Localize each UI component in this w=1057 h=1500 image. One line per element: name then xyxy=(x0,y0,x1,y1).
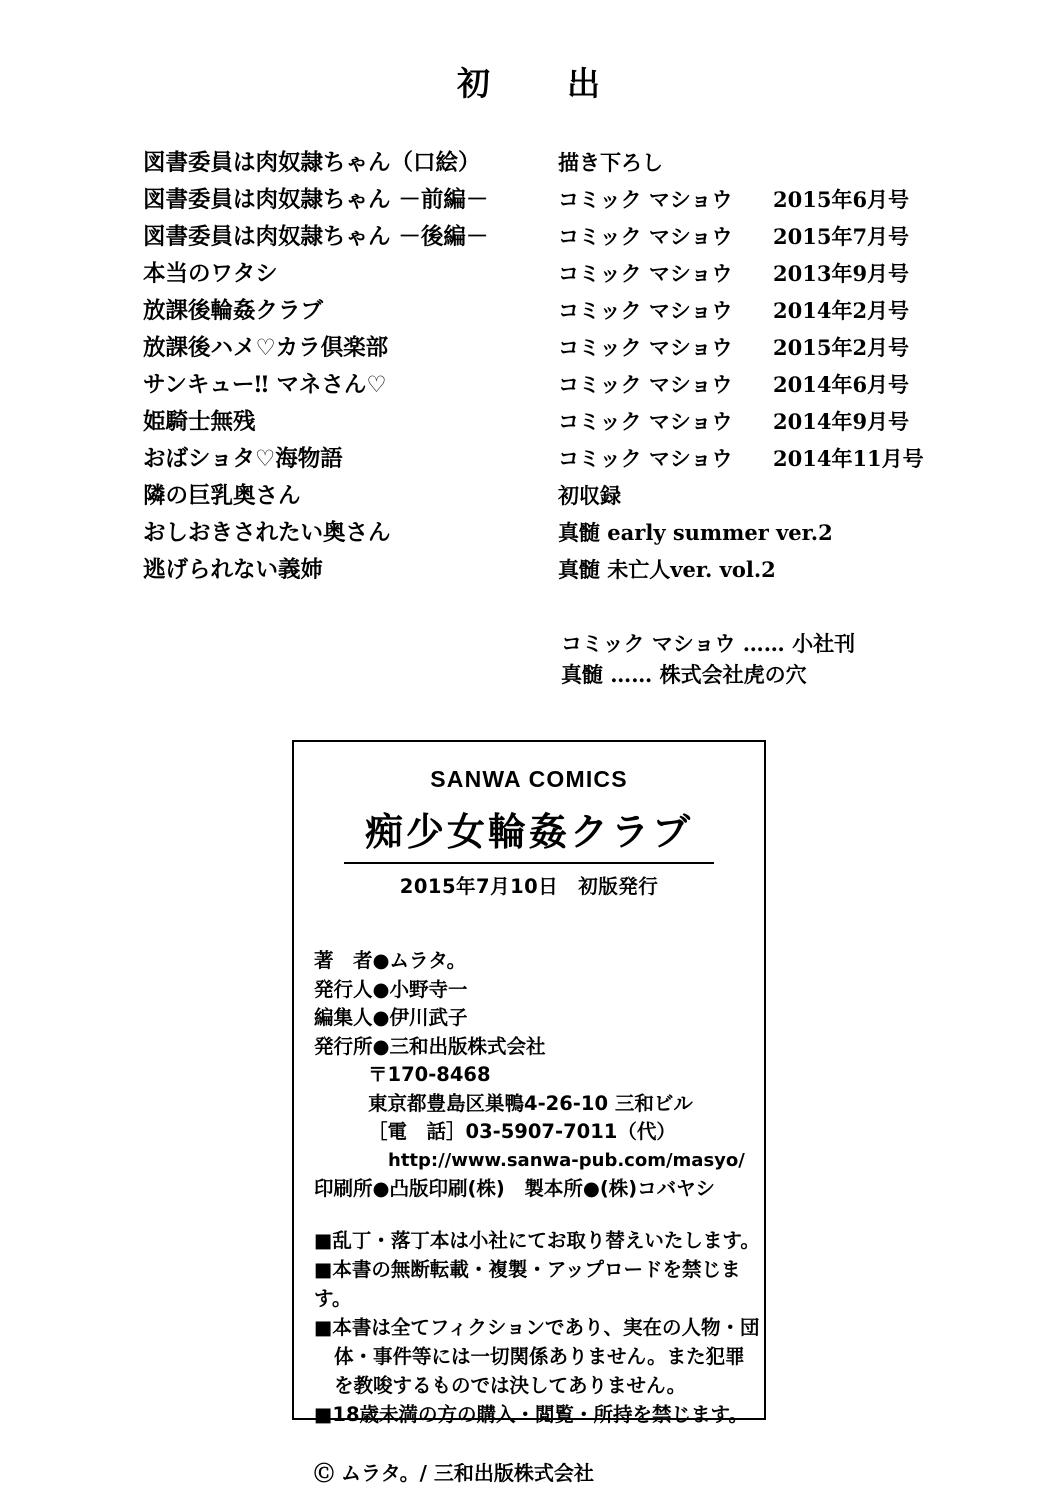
list-item xyxy=(143,256,943,293)
notice-line: ■本書の無断転載・複製・アップロードを禁じます。 xyxy=(314,1257,741,1310)
credit-magazine: コミック マショウ xyxy=(558,224,733,249)
list-item xyxy=(143,404,943,441)
notice-line: を教唆するものでは決してありません。 xyxy=(334,1373,687,1397)
list-item xyxy=(143,552,943,589)
notice-line: ■乱丁・落丁本は小社にてお取り替えいたします。 xyxy=(314,1228,760,1252)
colophon-box xyxy=(292,740,766,1485)
notice-line: ■本書は全てフィクションであり、実在の人物・団 xyxy=(314,1315,760,1339)
list-item xyxy=(143,367,943,404)
credit-issue: 2015年6月号 xyxy=(773,187,910,212)
website-url[interactable]: http://www.sanwa-pub.com/masyo/ xyxy=(388,1149,745,1171)
list-item xyxy=(143,145,943,182)
credit-issue: 2014年11月号 xyxy=(773,446,924,471)
postal-code-line: 〒170-8468 xyxy=(368,1063,491,1086)
publisher-imprint: SANWA COMICS xyxy=(430,766,628,792)
staff-credits xyxy=(294,947,764,1175)
publisher-person-line: 発行人●小野寺一 xyxy=(314,977,468,1001)
list-item xyxy=(143,441,943,478)
credit-magazine: コミック マショウ xyxy=(558,187,733,212)
credit-title: おばショタ♡海物語 xyxy=(143,446,343,472)
credit-magazine: コミック マショウ xyxy=(558,298,733,323)
book-title: 痴少女輪姦クラブ xyxy=(364,810,693,854)
credit-magazine: 描き下ろし xyxy=(558,150,663,175)
credit-source-note: コミック マショウ …… 小社刊 xyxy=(561,631,856,656)
credit-magazine: コミック マショウ xyxy=(558,372,733,397)
list-item xyxy=(143,515,943,552)
credit-issue: 2014年6月号 xyxy=(773,372,910,397)
legal-notices xyxy=(294,1226,764,1429)
credit-issue: 2015年2月号 xyxy=(773,335,910,360)
address-line: 東京都豊島区巣鴨4-26-10 三和ビル xyxy=(368,1091,693,1115)
credit-magazine: コミック マショウ xyxy=(558,335,733,360)
credit-magazine: 真髄 未亡人ver. vol.2 xyxy=(558,557,776,582)
credit-title: 図書委員は肉奴隷ちゃん －後編－ xyxy=(143,224,489,250)
credit-issue: 2014年2月号 xyxy=(773,298,910,323)
divider xyxy=(344,862,714,864)
credit-title: サンキュー‼ マネさん♡ xyxy=(143,372,387,398)
list-item xyxy=(143,182,943,219)
credit-title: 放課後ハメ♡カラ倶楽部 xyxy=(143,335,389,361)
credit-source-note: 真髄 …… 株式会社虎の穴 xyxy=(561,662,807,687)
printing-line: 印刷所●凸版印刷(株) 製本所●(株)コバヤシ xyxy=(314,1177,715,1200)
phone-line: ［電 話］03-5907-7011（代） xyxy=(368,1120,676,1143)
credit-title: 姫騎士無残 xyxy=(143,409,256,435)
credit-issue: 2013年9月号 xyxy=(773,261,910,286)
publisher-line: 発行所●三和出版株式会社 xyxy=(314,1034,546,1058)
credit-magazine: コミック マショウ xyxy=(558,409,733,434)
author-line: 著 者●ムラタ。 xyxy=(314,949,467,972)
credit-issue: 2015年7月号 xyxy=(773,224,910,249)
list-item xyxy=(143,293,943,330)
copyright-line: Ⓒ ムラタ。/ 三和出版株式会社 xyxy=(314,1460,594,1485)
credit-title: 本当のワタシ xyxy=(143,261,278,287)
credit-title: 放課後輪姦クラブ xyxy=(143,298,324,324)
credit-source-notes xyxy=(561,628,855,690)
credit-magazine: コミック マショウ xyxy=(558,446,733,471)
credit-magazine: 初収録 xyxy=(558,483,621,508)
credits-list xyxy=(143,145,943,589)
credit-title: 逃げられない義姉 xyxy=(143,557,324,583)
credit-title: 図書委員は肉奴隷ちゃん（口絵） xyxy=(143,150,481,176)
page-title: 初 出 xyxy=(457,64,622,103)
credit-title: 隣の巨乳奥さん xyxy=(143,483,301,509)
notice-line: ■18歳未満の方の購入・閲覧・所持を禁じます。 xyxy=(314,1402,749,1426)
credit-title: おしおきされたい奥さん xyxy=(143,520,391,546)
list-item xyxy=(143,478,943,515)
credit-magazine: 真髄 early summer ver.2 xyxy=(558,520,833,545)
credit-title: 図書委員は肉奴隷ちゃん －前編－ xyxy=(143,187,489,213)
notice-line: 体・事件等には一切関係ありません。また犯罪 xyxy=(334,1344,745,1368)
list-item xyxy=(143,219,943,256)
editor-line: 編集人●伊川武子 xyxy=(314,1006,468,1029)
publication-date: 2015年7月10日 初版発行 xyxy=(399,875,659,898)
list-item xyxy=(143,330,943,367)
credit-issue: 2014年9月号 xyxy=(773,409,910,434)
credit-magazine: コミック マショウ xyxy=(558,261,733,286)
